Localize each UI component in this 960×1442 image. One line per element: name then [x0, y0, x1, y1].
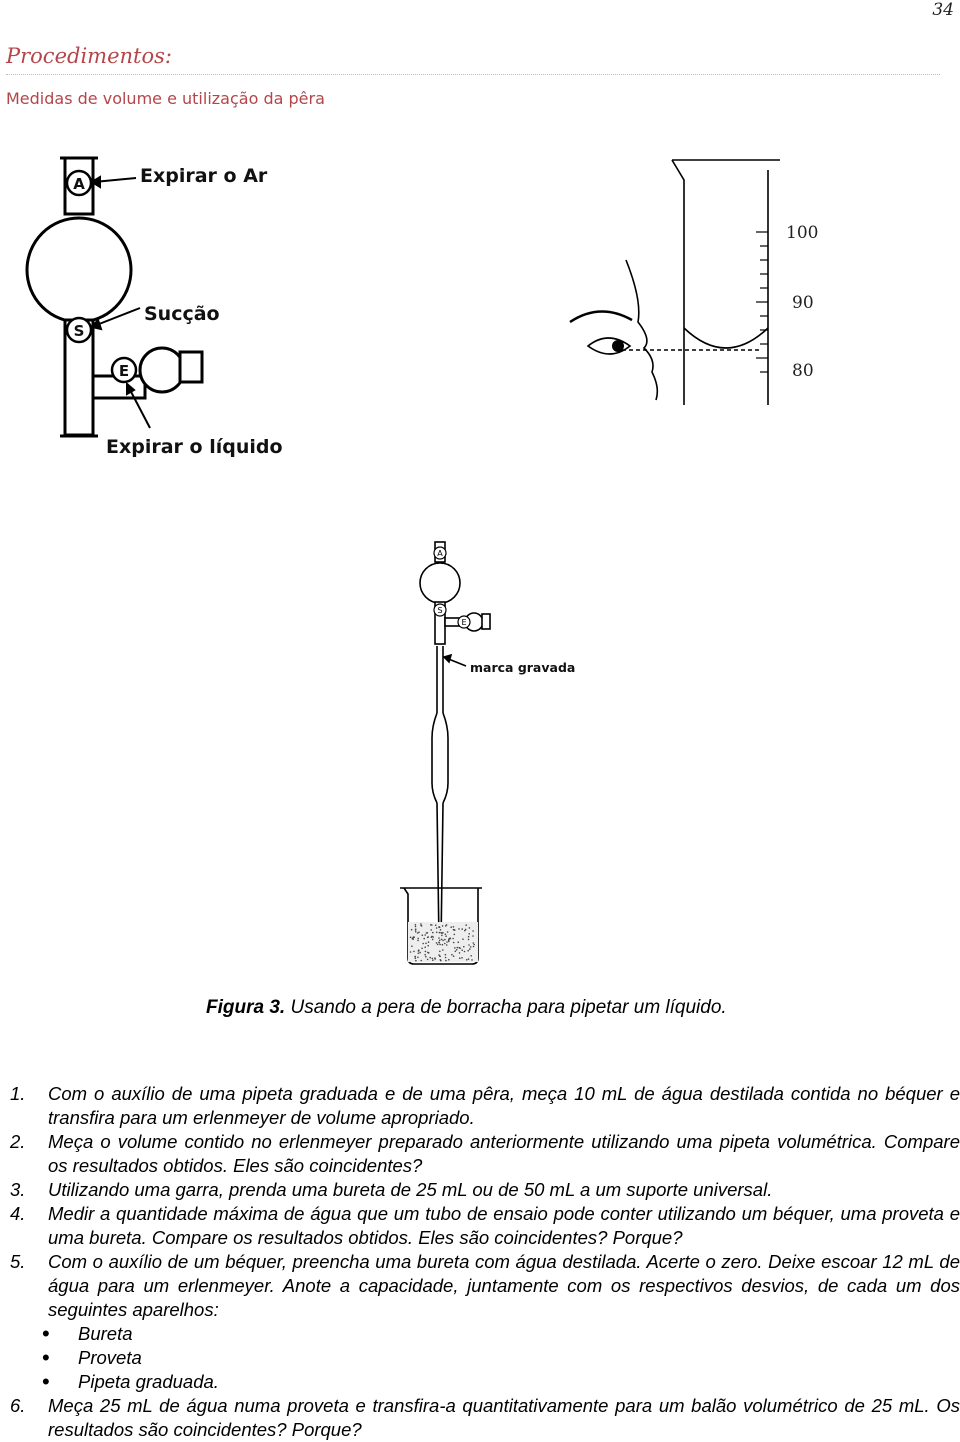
scale-mark-100: 100: [786, 223, 819, 243]
liquid-dot: [469, 927, 471, 929]
liquid-dot: [424, 954, 426, 956]
liquid-dot: [439, 940, 441, 942]
liquid-dot: [461, 928, 463, 930]
procedure-step: [10, 1394, 960, 1442]
procedure-step: [10, 1202, 960, 1250]
liquid-dot: [425, 943, 427, 945]
meniscus-reading-diagram: [560, 150, 860, 410]
liquid-dot: [428, 941, 430, 943]
liquid-dot: [439, 951, 441, 953]
apparatus-item: • Proveta: [48, 1346, 960, 1370]
liquid-dot: [454, 947, 456, 949]
liquid-dot: [419, 952, 421, 954]
liquid-dot: [456, 949, 458, 951]
liquid-dot: [464, 930, 466, 932]
liquid-dot: [431, 936, 433, 938]
step-text: Medir a quantidade máxima de água que um tubo de ensaio pode conter utilizando um béquer, uma proveta e uma bureta. Compare os resultados obtidos. Eles são coincidentes? Porque?: [48, 1203, 960, 1248]
small-valve-s: S: [437, 606, 443, 615]
liquid-dot: [422, 943, 424, 945]
liquid-dot: [444, 943, 446, 945]
page-number: 34: [932, 0, 954, 20]
liquid-dot: [427, 952, 429, 954]
liquid-dot: [422, 934, 424, 936]
pipette-in-beaker-diagram: [380, 538, 600, 973]
liquid-dot: [424, 946, 426, 948]
liquid-dot: [417, 940, 419, 942]
liquid-dot: [417, 932, 419, 934]
liquid-dot: [425, 956, 427, 958]
liquid-dot: [439, 955, 441, 957]
valve-e-label: E: [118, 362, 130, 380]
pipette-bulb-diagram: [0, 140, 320, 470]
liquid-dot: [415, 924, 417, 926]
liquid-dot: [465, 924, 467, 926]
procedure-step: [10, 1250, 960, 1394]
liquid-dot: [441, 939, 443, 941]
liquid-dot: [470, 946, 472, 948]
liquid-dot: [461, 949, 463, 951]
step-number: 3.: [10, 1179, 26, 1200]
engraved-mark-label: marca gravada: [470, 660, 576, 675]
liquid-dot: [453, 942, 455, 944]
liquid-dot: [445, 960, 447, 962]
liquid-dot: [450, 937, 452, 939]
liquid-dot: [411, 945, 413, 947]
procedure-list: [10, 1082, 960, 1442]
liquid-dot: [473, 944, 475, 946]
liquid-dot: [462, 938, 464, 940]
liquid-dot: [451, 954, 453, 956]
liquid-dot: [445, 935, 447, 937]
liquid-dot: [470, 955, 472, 957]
liquid-dot: [472, 930, 474, 932]
liquid-dot: [448, 959, 450, 961]
section-subtitle: Medidas de volume e utilização da pêra: [6, 89, 325, 108]
liquid-dot: [439, 932, 441, 934]
liquid-dot: [441, 933, 443, 935]
liquid-dot: [440, 960, 442, 962]
liquid-dot: [467, 950, 469, 952]
liquid-dot: [417, 957, 419, 959]
liquid-dot: [436, 927, 438, 929]
liquid-dot: [459, 957, 461, 959]
liquid-dot: [441, 935, 443, 937]
step-number: 4.: [10, 1203, 26, 1224]
liquid-dot: [469, 948, 471, 950]
valve-s-label: S: [73, 322, 85, 340]
suction-label: Sucção: [144, 303, 220, 325]
step-number: 1.: [10, 1083, 26, 1104]
procedure-step: [10, 1130, 960, 1178]
liquid-dot: [459, 952, 461, 954]
liquid-dot: [432, 959, 434, 961]
liquid-dot: [468, 958, 470, 960]
liquid-dot: [454, 929, 456, 931]
apparatus-item: • Bureta: [48, 1322, 960, 1346]
step-number: 6.: [10, 1395, 26, 1416]
liquid-dot: [415, 928, 417, 930]
small-valve-a: A: [437, 549, 443, 558]
liquid-dot: [445, 934, 447, 936]
step-text: Com o auxílio de uma pipeta graduada e de uma pêra, meça 10 mL de água destilada contida no béquer e transfira para um erlenmeyer de volume apropriado.: [48, 1083, 960, 1128]
liquid-dot: [453, 955, 455, 957]
liquid-dot: [461, 957, 463, 959]
liquid-dot: [415, 926, 417, 928]
liquid-dot: [468, 944, 470, 946]
liquid-dot: [415, 958, 417, 960]
liquid-dot: [459, 947, 461, 949]
liquid-dot: [448, 941, 450, 943]
liquid-dot: [450, 926, 452, 928]
liquid-dot: [442, 949, 444, 951]
liquid-dot: [442, 940, 444, 942]
liquid-dot: [473, 946, 475, 948]
liquid-dot: [458, 928, 460, 930]
liquid-stipple: [408, 922, 478, 962]
liquid-dot: [432, 932, 434, 934]
liquid-dot: [445, 954, 447, 956]
liquid-dot: [440, 929, 442, 931]
liquid-dot: [455, 951, 457, 953]
liquid-dot: [420, 923, 422, 925]
step-number: 2.: [10, 1131, 26, 1152]
liquid-dot: [423, 938, 425, 940]
liquid-dot: [427, 945, 429, 947]
liquid-dot: [471, 959, 473, 961]
scale-mark-90: 90: [792, 293, 814, 313]
liquid-dot: [421, 948, 423, 950]
step-text: Utilizando uma garra, prenda uma bureta de 25 mL ou de 50 mL a um suporte universal.: [48, 1179, 773, 1200]
liquid-dot: [472, 935, 474, 937]
liquid-dot: [444, 939, 446, 941]
liquid-dot: [432, 939, 434, 941]
apparatus-item: • Pipeta graduada.: [48, 1370, 960, 1394]
liquid-dot: [418, 953, 420, 955]
small-valve-e: E: [461, 618, 467, 627]
liquid-dot: [410, 937, 412, 939]
figure-caption: [206, 997, 727, 1019]
liquid-dot: [429, 957, 431, 959]
step-number: 5.: [10, 1251, 26, 1272]
apparatus-list: [48, 1322, 960, 1394]
figure-caption-number: Figura 3.: [206, 997, 286, 1018]
expel-liquid-label: Expirar o líquido: [106, 436, 283, 458]
liquid-dot: [412, 938, 414, 940]
liquid-dot: [458, 941, 460, 943]
liquid-dot: [452, 938, 454, 940]
liquid-dot: [425, 951, 427, 953]
liquid-dot: [424, 934, 426, 936]
liquid-dot: [438, 926, 440, 928]
procedure-step: [10, 1178, 960, 1202]
liquid-dot: [442, 925, 444, 927]
liquid-dot: [413, 936, 415, 938]
valve-a-label: A: [73, 175, 85, 193]
figure-caption-text: Usando a pera de borracha para pipetar um líquido.: [285, 997, 727, 1018]
expel-air-label: Expirar o Ar: [140, 165, 268, 187]
liquid-dot: [427, 959, 429, 961]
liquid-dot: [426, 932, 428, 934]
liquid-dot: [457, 947, 459, 949]
liquid-dot: [439, 944, 441, 946]
liquid-dot: [438, 942, 440, 944]
liquid-dot: [436, 942, 438, 944]
liquid-dot: [413, 951, 415, 953]
liquid-dot: [430, 929, 432, 931]
procedure-step: [10, 1082, 960, 1130]
section-title: Procedimentos:: [6, 44, 172, 68]
liquid-dot: [473, 942, 475, 944]
liquid-dot: [420, 960, 422, 962]
liquid-dot: [411, 929, 413, 931]
liquid-dot: [415, 931, 417, 933]
scale-mark-80: 80: [792, 361, 814, 381]
liquid-dot: [446, 944, 448, 946]
liquid-dot: [446, 941, 448, 943]
liquid-dot: [445, 957, 447, 959]
liquid-dot: [418, 932, 420, 934]
liquid-dot: [438, 937, 440, 939]
liquid-dot: [437, 944, 439, 946]
liquid-dot: [463, 946, 465, 948]
liquid-dot: [466, 959, 468, 961]
liquid-dot: [464, 951, 466, 953]
liquid-dot: [420, 925, 422, 927]
liquid-dot: [445, 925, 447, 927]
liquid-dot: [453, 926, 455, 928]
liquid-dot: [454, 934, 456, 936]
liquid-dot: [431, 924, 433, 926]
step-text: Meça o volume contido no erlenmeyer preparado anteriormente utilizando uma pipeta volumétrica. Compare os resultados obtidos. Eles são coincidentes?: [48, 1131, 960, 1176]
liquid-dot: [432, 958, 434, 960]
liquid-dot: [468, 939, 470, 941]
liquid-dot: [417, 938, 419, 940]
liquid-dot: [447, 931, 449, 933]
liquid-dot: [434, 957, 436, 959]
liquid-dot: [427, 936, 429, 938]
liquid-dot: [418, 949, 420, 951]
liquid-dot: [468, 936, 470, 938]
liquid-dot: [442, 944, 444, 946]
liquid-dot: [436, 932, 438, 934]
step-text: Meça 25 mL de água numa proveta e transfira-a quantitativamente para um balão volumétrico de 25 mL. Os resultados são coincidentes? Porque?: [48, 1395, 960, 1440]
header-divider: [6, 74, 940, 75]
liquid-dot: [414, 956, 416, 958]
liquid-dot: [415, 960, 417, 962]
liquid-dot: [435, 924, 437, 926]
liquid-dot: [410, 951, 412, 953]
step-text: Com o auxílio de um béquer, preencha uma bureta com água destilada. Acerte o zero. Deixe escoar 12 mL de água para um erlenmeyer. Anote a capacidade, juntamente com os respectivos desvios, de cada um dos seguintes aparelhos:: [48, 1251, 960, 1320]
liquid-dot: [468, 933, 470, 935]
